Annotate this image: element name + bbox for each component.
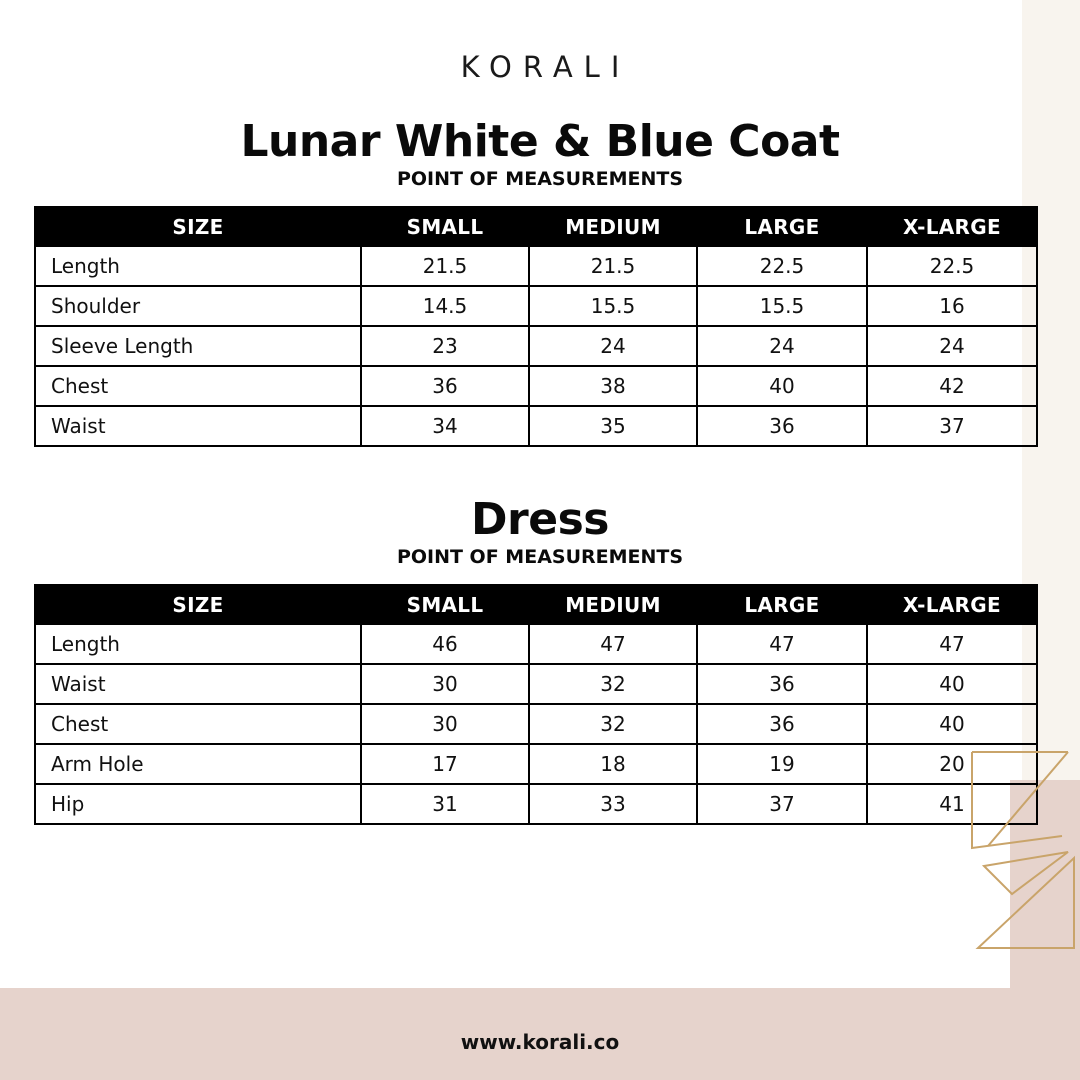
row-label: Chest [35,366,361,406]
coat-size-table [34,206,1038,447]
dress-size-table [34,584,1038,825]
cell-value: 14.5 [361,286,529,326]
cell-value: 33 [529,784,697,824]
cell-value: 20 [867,744,1037,784]
cell-value: 30 [361,664,529,704]
table-row [35,704,1037,744]
gold-outline-shapes [972,752,1074,948]
cell-value: 36 [697,704,867,744]
cell-value: 35 [529,406,697,446]
header-x-large: X-LARGE [867,585,1037,624]
table-header-row [35,207,1037,246]
row-label: Sleeve Length [35,326,361,366]
row-label: Chest [35,704,361,744]
row-label: Shoulder [35,286,361,326]
cell-value: 37 [697,784,867,824]
coat-title: Lunar White & Blue Coat [240,116,840,167]
table-row [35,744,1037,784]
brand-logo: KORALI [460,50,631,84]
cell-value: 19 [697,744,867,784]
cell-value: 32 [529,704,697,744]
cell-value: 22.5 [697,246,867,286]
header-small: SMALL [361,207,529,246]
header-size: SIZE [35,207,361,246]
row-label: Waist [35,664,361,704]
table-row [35,366,1037,406]
cell-value: 23 [361,326,529,366]
cell-value: 30 [361,704,529,744]
cell-value: 32 [529,664,697,704]
table-header-row [35,585,1037,624]
cell-value: 24 [697,326,867,366]
cell-value: 36 [697,406,867,446]
table-row [35,664,1037,704]
cell-value: 40 [697,366,867,406]
cell-value: 15.5 [697,286,867,326]
header-x-large: X-LARGE [867,207,1037,246]
header-large: LARGE [697,585,867,624]
header-small: SMALL [361,585,529,624]
footer-website-link[interactable]: www.korali.co [460,1030,620,1054]
header-medium: MEDIUM [529,585,697,624]
table-row [35,326,1037,366]
cell-value: 16 [867,286,1037,326]
cell-value: 24 [529,326,697,366]
table-row [35,406,1037,446]
cell-value: 47 [529,624,697,664]
cell-value: 41 [867,784,1037,824]
cell-value: 40 [867,664,1037,704]
cell-value: 24 [867,326,1037,366]
cell-value: 36 [361,366,529,406]
cell-value: 34 [361,406,529,446]
cell-value: 47 [697,624,867,664]
cell-value: 21.5 [361,246,529,286]
cell-value: 31 [361,784,529,824]
dress-subtitle: POINT OF MEASUREMENTS [396,546,684,568]
cell-value: 15.5 [529,286,697,326]
row-label: Waist [35,406,361,446]
cell-value: 38 [529,366,697,406]
cell-value: 46 [361,624,529,664]
row-label: Length [35,624,361,664]
row-label: Length [35,246,361,286]
cell-value: 36 [697,664,867,704]
header-medium: MEDIUM [529,207,697,246]
dress-title: Dress [471,494,609,545]
cell-value: 18 [529,744,697,784]
table-row [35,784,1037,824]
row-label: Arm Hole [35,744,361,784]
table-row [35,286,1037,326]
table-row [35,624,1037,664]
cell-value: 40 [867,704,1037,744]
table-row [35,246,1037,286]
cell-value: 22.5 [867,246,1037,286]
header-size: SIZE [35,585,361,624]
cell-value: 47 [867,624,1037,664]
geometric-lines-icon [968,748,1080,954]
cell-value: 17 [361,744,529,784]
coat-subtitle: POINT OF MEASUREMENTS [396,168,684,190]
cell-value: 37 [867,406,1037,446]
row-label: Hip [35,784,361,824]
cell-value: 42 [867,366,1037,406]
cell-value: 21.5 [529,246,697,286]
header-large: LARGE [697,207,867,246]
